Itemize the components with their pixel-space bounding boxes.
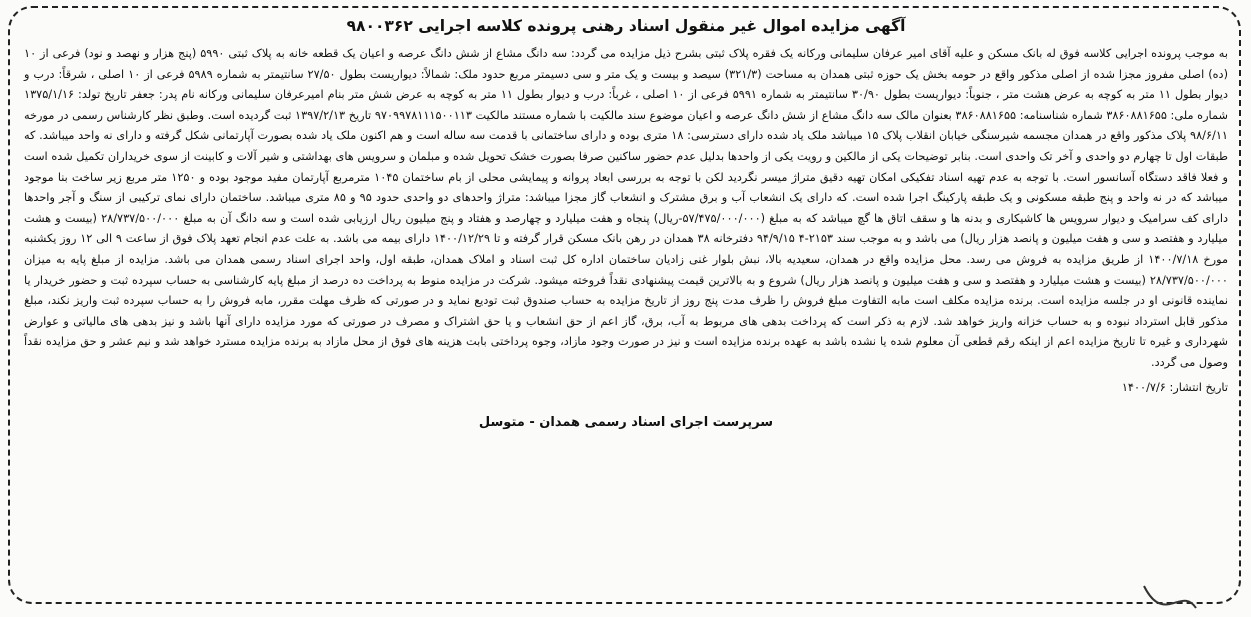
notice-title: آگهی مزایده اموال غیر منقول اسناد رهنی پرونده کلاسه اجرایی ۹۸۰۰۳۶۲ [346,17,906,35]
notice-body: به موجب پرونده اجرایی کلاسه فوق له بانک مسکن و علیه آقای امیر عرفان سلیمانی ورکانه یک فقره پلاک ثبتی بشرح ذیل مزایده می گردد: سه دانگ مشاع از شش دانگ عرصه و اعیان یک قطعه خانه به پلاک ثبتی ۵۹۹۰ (پنج هزار و نهصد و نود) فرعی از ۱۰ (ده) اصلی مفروز مجزا شده از اصلی مذکور واقع در حومه بخش یک حوزه ثبتی همدان به مساحت (۳۲۱/۳) سیصد و بیست و یک متر و سی دسیمتر مربع حدود ملک: شمالاً: دیواریست بطول ۲۷/۵۰ سانتیمتر به شماره ۵۹۸۹ فرعی از ۱۰ اصلی ، شرقاً: درب و دیوار بطول ۱۱ متر به کوچه به عرض هشت متر ، جنوباً: دیواریست بطول ۳۰/۹۰ سانتیمتر به شماره ۵۹۹۱ فرعی از ۱۰ اصلی ، غرباً: درب و دیوار بطول ۱۱ متر به کوچه به عرض شش متر بنام امیرعرفان سلیمانی ورکانه نام پدر: جعفر تاریخ تولد: ۱۳۷۵/۱/۱۶ شماره ملی: ۳۸۶۰۸۸۱۶۵۵ شماره شناسنامه: ۳۸۶۰۸۸۱۶۵۵ بعنوان مالک سه دانگ مشاع از شش دانگ عرصه و اعیان موضوع سند مالکیت با شماره مستند مالکیت ۹۷۰۹۹۷۸۱۱۱۵۰۰۱۱۳ تاریخ ۱۳۹۷/۲/۱۳ ثبت گردیده است. وطبق نظر کارشناس رسمی در مورخه ۹۸/۶/۱۱ پلاک مذکور واقع در همدان مجسمه شیرسنگی خیابان انقلاب پلاک ۱۵ میباشد ملک یاد شده دارای دسترسی: ۱۸ متری بوده و دارای ساختمانی با قدمت سه ساله است و هم اکنون ملک یاد شده بصورت آپارتمانی شکل گرفته و دارای نه واحد میباشد. که طبقات اول تا چهارم دو واحدی و آخر تک واحدی است. بنابر توضیحات یکی از مالکین و رویت یکی از واحدها بدلیل عدم حضور ساکنین صرفا بصورت خشک تحویل شده و مبلمان و سرویس های بهداشتی و شیر آلات و کابینت از سوی خریداران تکمیل شده است و فعلا فاقد دستگاه آسانسور است. با توجه به عدم تهیه اسناد تفکیکی امکان تهیه دقیق متراژ میسر نگردید لکن با توجه به بررسی ابعاد پروانه و پیمایشی محلی از بام ساختمان ۱۰۴۵ مترمربع آپارتمان مفید موجود بوده و ۱۲۵۰ متر مربع زیر ساخت بنا موجود میباشد که در نه واحد و پنج طبقه مسکونی و یک طبقه پارکینگ اجرا شده است. که دارای یک انشعاب آب و برق مشترک و انشعاب گاز مجزا میباشد: متراژ واحدهای دو واحدی حدود ۹۵ و ۸۵ متری میباشد. ساختمان دارای نمای ترکیبی از سنگ و آجر واحدها دارای کف سرامیک و دیوار سرویس ها کاشیکاری و بدنه ها و سقف اتاق ها گچ میباشد که به مبلغ (۵۷/۴۷۵/۰۰۰/۰۰۰-ریال) پنجاه و هفت میلیارد و چهارصد و هفتاد و پنج میلیون ریال ارزیابی شده است و سه دانگ آن به مبلغ ۲۸/۷۳۷/۵۰۰/۰۰۰ (بیست و هشت میلیارد و هفتصد و سی و هفت میلیون و پانصد هزار ریال) می باشد و به موجب سند ۲۱۵۳-۴ ۹۴/۹/۱۵ دفترخانه ۳۸ همدان در رهن بانک مسکن قرار گرفته و تا ۱۴۰۰/۱۲/۲۹ دارای بیمه می باشد. به علت عدم انجام تعهد پلاک فوق از ساعت ۹ الی ۱۲ روز یکشنبه مورخ ۱۴۰۰/۷/۱۸ از طریق مزایده به فروش می رسد. محل مزایده واقع در همدان، سعیدیه بالا، نبش بلوار غنی زادیان ساختمان اداره کل ثبت اسناد و املاک همدان، طبقه اول، واحد اجرای اسناد رسمی همدان می باشد. مزایده از مبلغ پایه به میزان ۲۸/۷۳۷/۵۰۰/۰۰۰ (بیست و هشت میلیارد و هفتصد و سی و هفت میلیون و پانصد هزار ریال) شروع و به بالاترین قیمت پیشنهادی نقداً فروخته میشود. شرکت در مزایده منوط به پرداخت ده درصد از مبلغ پایه کارشناسی به حساب سپرده ثبت و حضور خریدار یا نماینده قانونی او در جلسه مزایده است. برنده مزایده مکلف است مابه التفاوت مبلغ فروش را ظرف مدت پنج روز از تاریخ مزایده به حساب صندوق ثبت تودیع نماید و در صورتی که ظرف مهلت مقرر، مابه فروش را به حساب سپرده ثبت واریز نکند، مبلغ مذکور قابل استرداد نبوده و به حساب خزانه واریز خواهد شد. لازم به ذکر است که پرداخت بدهی های مربوط به آب، برق، گاز اعم از حق انشعاب و یا حق اشتراک و مصرف در صورتی که مورد مزایده دارای آنها باشد و نیز بدهی های مالیاتی و عوارض شهرداری و غیره تا تاریخ مزایده اعم از اینکه رقم قطعی آن معلوم شده یا نشده باشد به عهده برنده مزایده است و نیز در صورت وجود مازاد، وجوه پرداختی بابت هزینه های فوق از محل مازاد به برنده مزایده مسترد خواهد شد و نیم عشر و حق مزایده نقداً وصول می گردد. [24,47,1229,369]
signature-line: سرپرست اجرای اسناد رسمی همدان - متوسل [478,414,774,430]
pen-mark-icon [1140,582,1200,612]
auction-notice [20,14,1232,594]
publish-date: تاریخ انتشار: ۱۴۰۰/۷/۶ [1121,380,1228,394]
